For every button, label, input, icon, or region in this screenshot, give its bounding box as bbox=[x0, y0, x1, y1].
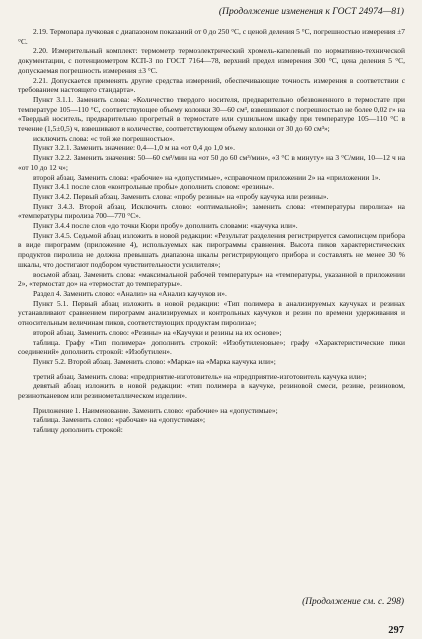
paragraph: 2.21. Допускается применять другие средства измерений, обеспечивающие точность измерения в соответствии с требованием настоящего стандарта». bbox=[18, 75, 405, 95]
page-header: (Продолжение изменения к ГОСТ 24974—81) bbox=[218, 6, 404, 17]
paragraph: Пункт 3.2.1. Заменить значение: 0,4—1,0 м на «от 0,4 до 1,0 м». bbox=[33, 143, 235, 153]
continuation-note: (Продолжение см. с. 298) bbox=[302, 597, 404, 607]
paragraph: таблица. Заменить слово: «рабочая» на «допустимая»; bbox=[33, 415, 206, 425]
paragraph: Пункт 3.4.1 после слов «контрольные пробы» дополнить словом: «резины». bbox=[33, 182, 274, 192]
paragraph: второй абзац. Заменить слово: «Резины» на «Каучуки и резины на их основе»; bbox=[33, 327, 282, 337]
paragraph: Пункт 3.4.2. Первый абзац. Заменить слова: «пробу резины» на «пробу каучука или резины». bbox=[33, 191, 329, 201]
paragraph: третий абзац. Заменить слова: «предприятие-изготовитель» на «предприятие-изготовитель каучука или»; bbox=[33, 371, 367, 381]
paragraph: Приложение 1. Наименование. Заменить слово: «рабочие» на «допустимые»; bbox=[33, 405, 278, 415]
paragraph: Пункт 3.4.5. Седьмой абзац изложить в новой редакции: «Результат разделения регистрируется самописцем прибора в виде пирограмм (приложение 4), используемых как пирограммы сравнения. Высота пиков характеристических продуктов пиролиза не должна превышать диапазона шкалы регистрирующего прибора и составлять не менее 30 % шкалы, что достигают подбором чувствительности усилителя»; bbox=[18, 230, 405, 269]
document-body bbox=[18, 27, 405, 435]
paragraph: Пункт 3.4.3. Второй абзац. Исключить слово: «оптимальной»; заменить слова: «температуры пиролиза» на «температуры пиролиза 700—770 °С». bbox=[18, 201, 405, 221]
paragraph: таблица. Графу «Тип полимера» дополнить строкой: «Изобутиленовые»; графу «Характеристические пики соединений» дополнить строкой: «Изобутилен». bbox=[18, 337, 405, 357]
paragraph: второй абзац. Заменить слова: «рабочие» на «допустимые», «справочном приложении 2» на «приложении 1». bbox=[33, 172, 381, 182]
paragraph: 2.20. Измерительный комплект: термометр термоэлектрический хромель-капелевый по нормативно-технической документации, с потенциометром КСП-3 по ГОСТ 7164—78, верхний предел измерения 300 °С, цена деления 5 °С, допускаемая погрешность измерения ±3 °С. bbox=[18, 46, 405, 75]
paragraph: Пункт 3.1.1. Заменить слова: «Количество твердого носителя, предварительно обезвоженного в термостате при температуре 105—110 °С, соответствующее объему колонки 30—60 см³, взвешивают с погрешностью не более 0,02 г» на «Твердый носитель, предварительно прогретый в термостате или сушильном шкафу при температуре 105—110 °С в течение (1,5±0,5) ч, взвешивают в количестве, соответствующем объему колонки от 30 до 60 см³»; bbox=[18, 94, 405, 134]
paragraph: Пункт 5.2. Второй абзац. Заменить слово: «Марка» на «Марка каучука или»; bbox=[33, 356, 276, 366]
paragraph: Пункт 3.4.4 после слов «до точки Кюри пробу» дополнить словами: «каучука или». bbox=[33, 221, 298, 231]
paragraph: исключить слова: «с той же погрешностью». bbox=[33, 133, 175, 143]
paragraph: Раздел 4. Заменить слово: «Анализ» на «Анализ каучуков и». bbox=[33, 288, 227, 298]
paragraph: Пункт 5.1. Первый абзац изложить в новой редакции: «Тип полимера в анализируемых каучуках и резинах устанавливают сравнением пирограмм анализируемых и контрольных каучуков и резин по времени удерживания и относительным величинам пиков, соответствующих продуктам пиролиза»; bbox=[18, 298, 405, 328]
paragraph: таблицу дополнить строкой: bbox=[33, 425, 123, 435]
page-number: 297 bbox=[388, 625, 404, 636]
paragraph: девятый абзац изложить в новой редакции: «тип полимера в каучуке, резиновой смеси, резине, резиновом, резинотканевом или резинометаллическом изделии». bbox=[18, 381, 405, 401]
paragraph: Пункт 3.2.2. Заменить значения: 50—60 см³/мин на «от 50 до 60 см³/мин», «3 °С в минуту» на 3 °С/мин, 10—12 ч на «от 10 до 12 ч»; bbox=[18, 153, 405, 172]
paragraph: 2.19. Термопара лучковая с диапазоном показаний от 0 до 250 °С, с ценой деления 5 °С, погрешностью измерения ±7 °С. bbox=[18, 27, 405, 46]
paragraph: восьмой абзац. Заменить слова: «максимальной рабочей температуры» на «температуры, указанной в приложении 2», «термостат до» на «термостат до температуры». bbox=[18, 269, 405, 289]
